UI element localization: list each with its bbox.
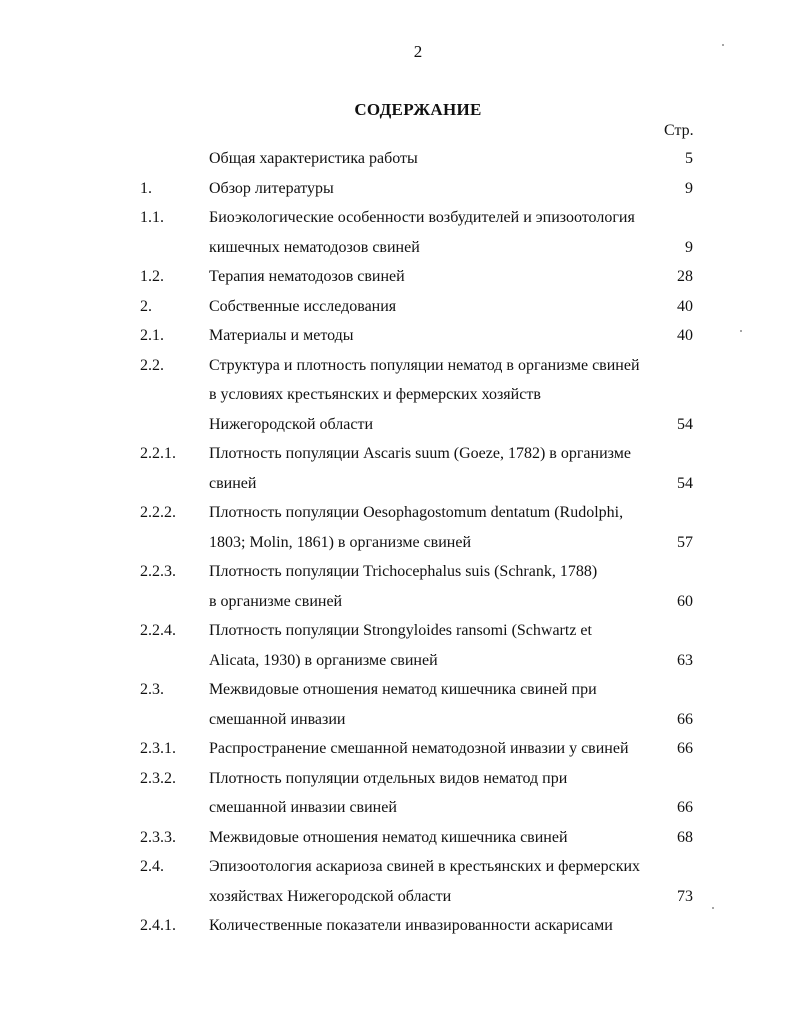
toc-line [0, 856, 793, 886]
toc-entry-page: 66 [677, 740, 693, 757]
toc-entry-number: 2. [140, 297, 152, 315]
toc-entry-title: Плотность популяции отдельных видов нематод при [209, 769, 568, 787]
toc-entry-number: 2.3. [140, 681, 164, 698]
toc-entry-title: Биоэкологические особенности возбудителей и эпизоотология [209, 209, 635, 226]
toc-entry-page: 57 [677, 533, 693, 551]
toc-entry-number: 2.3.1. [140, 740, 176, 757]
scan-speck [722, 44, 724, 46]
toc-entry-number: 2.3.3. [140, 828, 176, 846]
toc-line [0, 414, 793, 444]
toc-entry-page: 73 [677, 887, 693, 905]
toc-line [0, 355, 793, 385]
toc-line [0, 797, 793, 827]
toc-line [0, 207, 793, 237]
toc-entry-title: Количественные показатели инвазированности аскарисами [209, 917, 613, 934]
toc-entry-page: 54 [677, 474, 693, 492]
toc-entry-number: 1.1. [140, 209, 164, 226]
toc-entry-title: Нижегородской области [209, 415, 374, 433]
toc-entry-title: Распространение смешанной нематодозной инвазии у свиней [209, 740, 629, 757]
toc-line [0, 473, 793, 503]
toc-line [0, 679, 793, 709]
scan-speck [712, 907, 714, 909]
toc-entry-page: 68 [677, 828, 693, 846]
toc-entry-page: 9 [685, 238, 693, 256]
toc-line [0, 620, 793, 650]
toc-entry-number: 2.2.4. [140, 622, 176, 639]
table-of-contents [0, 148, 793, 945]
toc-entry-number: 2.2.1. [140, 445, 176, 462]
toc-entry-number: 2.1. [140, 327, 164, 344]
toc-line [0, 384, 793, 414]
toc-line [0, 532, 793, 562]
toc-line [0, 148, 793, 178]
toc-entry-title: Плотность популяции Trichocephalus suis (Schrank, 1788) [209, 563, 598, 580]
toc-entry-page: 60 [677, 592, 693, 610]
page-number: 2 [413, 42, 423, 61]
toc-entry-title: Общая характеристика работы [209, 150, 418, 167]
toc-entry-title: Материалы и методы [209, 327, 354, 344]
toc-entry-page: 66 [677, 710, 693, 728]
toc-line [0, 266, 793, 296]
toc-entry-title: Терапия нематодозов свиней [209, 268, 405, 285]
toc-entry-number: 1.2. [140, 268, 164, 285]
page-title: СОДЕРЖАНИЕ [354, 100, 482, 119]
toc-line [0, 296, 793, 326]
toc-entry-title: Плотность популяции Ascaris suum (Goeze, 1782) в организме [209, 445, 631, 462]
toc-entry-title: Собственные исследования [209, 297, 397, 315]
toc-entry-page: 28 [677, 268, 693, 285]
toc-entry-title: смешанной инвазии свиней [209, 799, 397, 816]
toc-line [0, 502, 793, 532]
toc-line [0, 650, 793, 680]
toc-entry-number: 2.4.1. [140, 917, 176, 934]
scan-speck [740, 330, 742, 332]
toc-entry-title: Alicata, 1930) в организме свиней [209, 651, 438, 669]
toc-entry-number: 2.2. [140, 356, 164, 374]
toc-entry-title: Плотность популяции Oesophagostomum dentatum (Rudolphi, [209, 504, 624, 521]
toc-entry-page: 54 [677, 415, 693, 433]
toc-entry-number: 1. [140, 179, 152, 197]
toc-entry-title: Структура и плотность популяции нематод в организме свиней [209, 356, 640, 374]
toc-line [0, 738, 793, 768]
toc-line [0, 915, 793, 945]
toc-line [0, 886, 793, 916]
toc-line [0, 178, 793, 208]
toc-line [0, 768, 793, 798]
toc-entry-title: смешанной инвазии [209, 710, 346, 728]
toc-entry-number: 2.2.2. [140, 504, 176, 521]
toc-entry-title: Межвидовые отношения нематод кишечника свиней [209, 828, 568, 846]
toc-entry-number: 2.2.3. [140, 563, 176, 580]
toc-entry-page: 5 [685, 150, 693, 167]
toc-line [0, 237, 793, 267]
toc-entry-page: 9 [685, 179, 693, 197]
toc-entry-title: в организме свиней [209, 592, 343, 610]
toc-entry-page: 40 [677, 297, 693, 315]
toc-entry-title: Эпизоотология аскариоза свиней в крестьянских и фермерских [209, 858, 641, 875]
toc-entry-page: 63 [677, 651, 693, 669]
toc-entry-title: свиней [209, 474, 257, 492]
toc-line [0, 827, 793, 857]
toc-entry-title: Межвидовые отношения нематод кишечника свиней при [209, 681, 597, 698]
toc-entry-title: 1803; Molin, 1861) в организме свиней [209, 533, 471, 551]
toc-entry-page: 40 [677, 327, 693, 344]
toc-line [0, 443, 793, 473]
toc-line [0, 591, 793, 621]
toc-entry-title: Плотность популяции Strongyloides ransomi (Schwartz et [209, 622, 592, 639]
toc-line [0, 561, 793, 591]
page-column-label: Стр. [664, 122, 694, 139]
toc-entry-title: в условиях крестьянских и фермерских хозяйств [209, 386, 541, 403]
toc-entry-page: 66 [677, 799, 693, 816]
toc-entry-title: Обзор литературы [209, 179, 334, 197]
toc-entry-title: хозяйствах Нижегородской области [209, 887, 452, 905]
toc-line [0, 325, 793, 355]
toc-entry-title: кишечных нематодозов свиней [209, 238, 420, 256]
toc-entry-number: 2.3.2. [140, 769, 176, 787]
toc-line [0, 709, 793, 739]
toc-entry-number: 2.4. [140, 858, 164, 875]
